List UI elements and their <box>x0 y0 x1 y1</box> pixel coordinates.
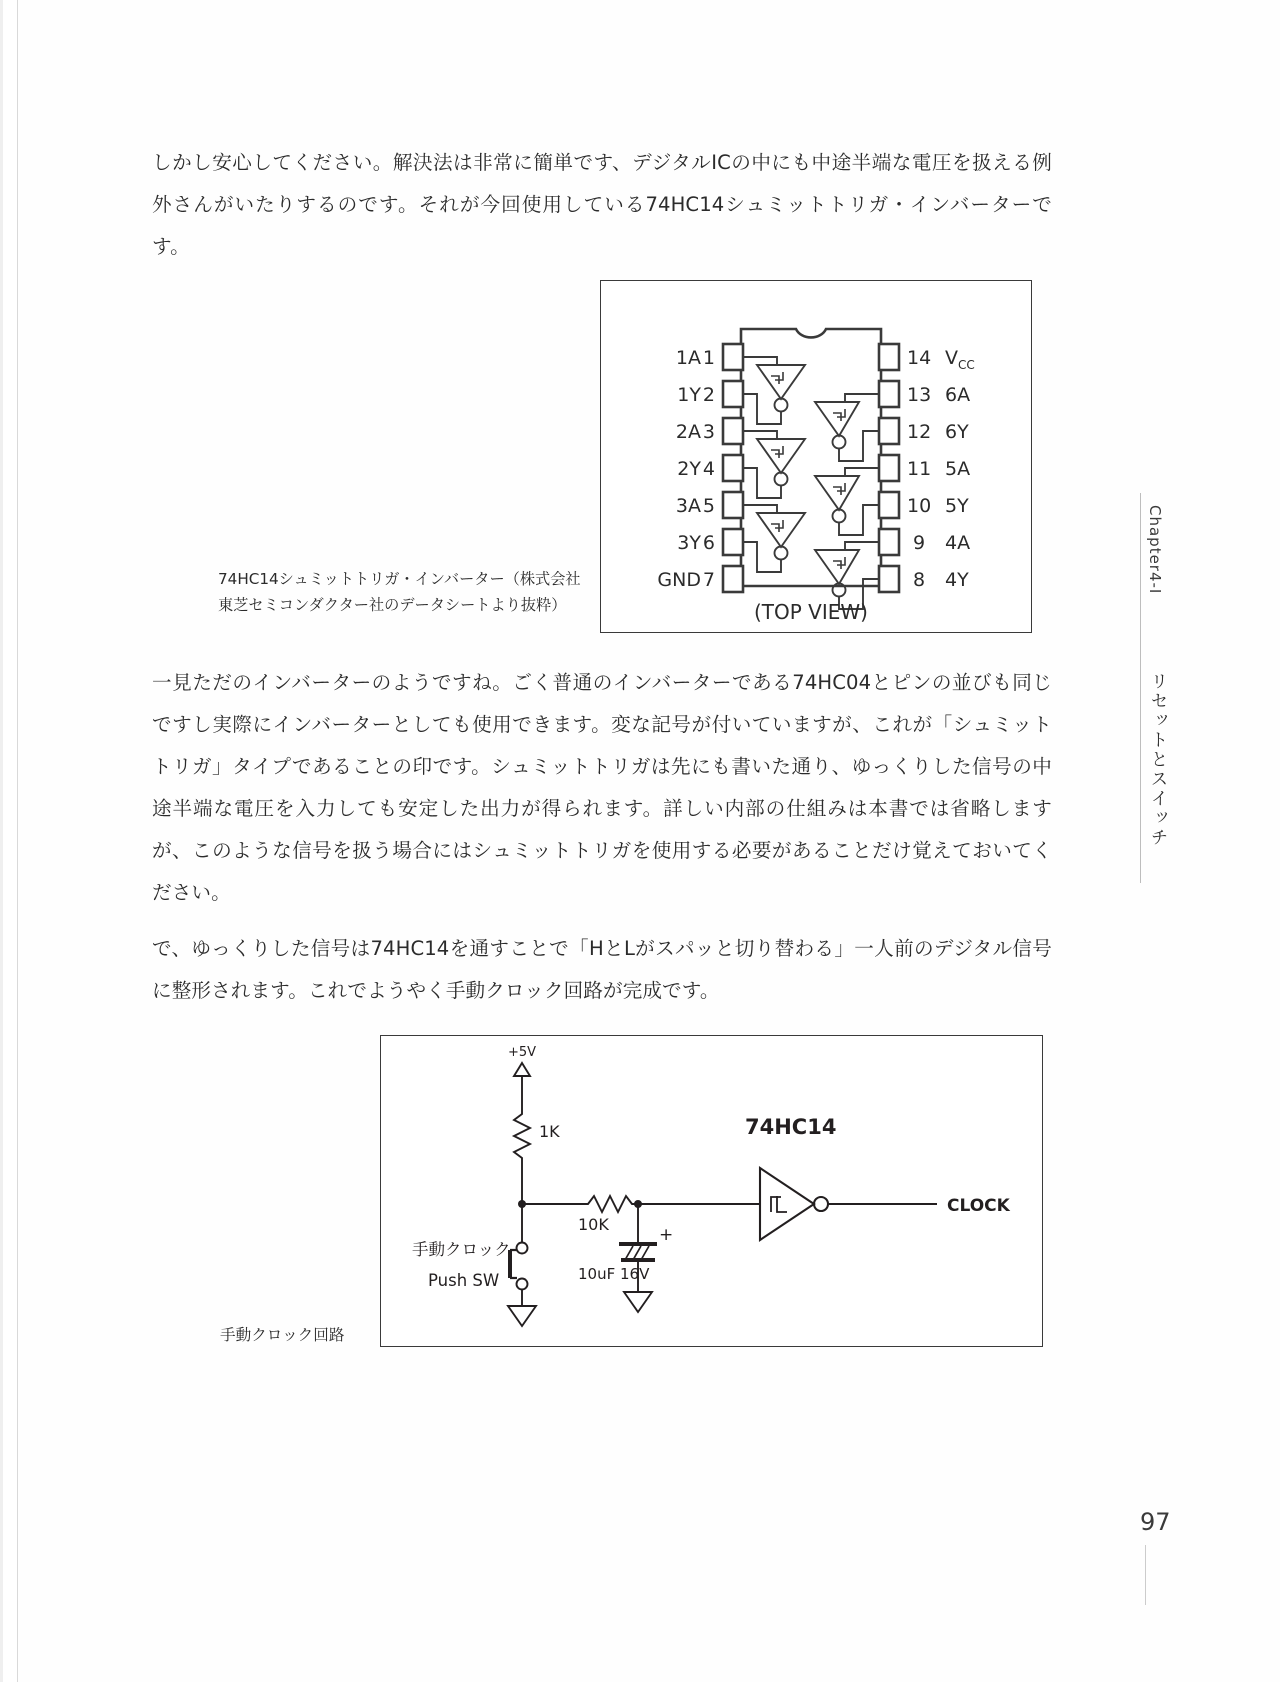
label-supply: +5V <box>508 1045 537 1060</box>
pin-number-9: 9 <box>913 532 926 554</box>
inverter-gates-right <box>815 394 879 609</box>
pin-label-3Y: 3Y <box>677 532 701 554</box>
pin-label-1A: 1A <box>675 347 701 369</box>
inverter-gates-left <box>743 357 805 572</box>
pin-label-Vcc: V <box>945 347 958 369</box>
side-tab-rule <box>1140 493 1141 883</box>
label-cap-polarity: + <box>659 1225 674 1245</box>
paragraph-text: しかし安心してください。解決法は非常に簡単です、デジタルICの中にも中途半端な電圧を扱える例外さんがいたりするのです。それが今回使用している74HC14シュミットトリガ・インバーターです。 <box>152 151 1052 258</box>
pin-number-8: 8 <box>913 569 926 591</box>
pin-label-5Y: 5Y <box>945 495 969 517</box>
left-pin-pads <box>723 344 743 592</box>
pin-number-4: 4 <box>702 458 715 480</box>
page-number: 97 <box>1140 1508 1171 1536</box>
label-clock-output: CLOCK <box>947 1196 1010 1216</box>
pin-label-2A: 2A <box>675 421 701 443</box>
pin-label-4Y: 4Y <box>945 569 969 591</box>
pin-number-12: 12 <box>907 421 932 443</box>
label-ic-74hc14: 74HC14 <box>745 1115 837 1139</box>
pin-number-6: 6 <box>702 532 715 554</box>
figure-pinout-caption: 74HC14シュミットトリガ・インバーター（株式会社東芝セミコンダクター社のデータシートより抜粋） <box>218 570 581 614</box>
paragraph-text: 一見ただのインバーターのようですね。ごく普通のインバーターである74HC04とピンの並びも同じですし実際にインバーターとしても使用できます。変な記号が付いていますが、これが「シュミットトリガ」タイプであることの印です。シュミットトリガは先にも書いた通り、ゆっくりした信号の中途半端な電圧を入力しても安定した出力が得られます。詳しい内部の仕組みは本書では省略しますが、このような信号を扱う場合にはシュミットトリガを使用する必要があることだけ覚えておいてください。 <box>152 671 1052 904</box>
pin-number-5: 5 <box>702 495 715 517</box>
label-push-sw: Push SW <box>428 1271 500 1290</box>
paragraph-text: で、ゆっくりした信号は74HC14を通すことで「HとLがスパッと切り替わる」一人前のデジタル信号に整形されます。これでようやく手動クロック回路が完成です。 <box>152 937 1052 1002</box>
pin-label-Vcc-sub: CC <box>958 358 975 372</box>
pin-label-5A: 5A <box>945 458 971 480</box>
pin-label-1Y: 1Y <box>677 384 701 406</box>
left-pin-labels <box>657 347 715 591</box>
circuit-drawing <box>381 1036 1042 1346</box>
inverter-bubble <box>814 1197 828 1211</box>
pin-label-3A: 3A <box>675 495 701 517</box>
schmitt-glyph <box>771 1196 787 1212</box>
pin-label-GND: GND <box>657 569 701 591</box>
pin-number-14: 14 <box>907 347 932 369</box>
pin-label-6Y: 6Y <box>945 421 969 443</box>
side-tab-chapter: Chapter4-I <box>1146 505 1164 595</box>
pin-number-2: 2 <box>702 384 715 406</box>
top-view-label: (TOP VIEW) <box>754 600 868 624</box>
right-pin-pads <box>879 344 899 592</box>
right-pin-labels <box>907 347 975 591</box>
circuit-labels <box>412 1045 1011 1290</box>
pin-number-10: 10 <box>907 495 932 517</box>
pin-label-6A: 6A <box>945 384 971 406</box>
figure-circuit-caption: 手動クロック回路 <box>220 1326 345 1344</box>
figure-74hc14-pinout <box>600 280 1032 633</box>
page-number-rule <box>1145 1545 1146 1605</box>
label-capacitor: 10uF 16V <box>578 1265 650 1283</box>
pin-label-2Y: 2Y <box>677 458 701 480</box>
paragraph-conclusion <box>152 928 1052 1012</box>
pin-number-11: 11 <box>907 458 932 480</box>
label-r1: 1K <box>539 1122 560 1141</box>
pinout-drawing <box>601 281 1031 632</box>
side-tab-title: リセットとスイッチ <box>1148 672 1168 848</box>
label-r2: 10K <box>578 1215 609 1234</box>
pin-label-4A: 4A <box>945 532 971 554</box>
pin-number-7: 7 <box>702 569 715 591</box>
inverter-triangle <box>760 1168 814 1240</box>
pin-number-1: 1 <box>702 347 715 369</box>
paragraph-explanation <box>152 662 1052 914</box>
pin-number-13: 13 <box>907 384 932 406</box>
paragraph-intro <box>152 142 1052 268</box>
figure-manual-clock-circuit <box>380 1035 1043 1347</box>
page-left-rule <box>0 0 3 1682</box>
supply-arrow-icon <box>514 1063 530 1076</box>
pin-number-3: 3 <box>702 421 715 443</box>
label-manual-clock: 手動クロック <box>412 1240 511 1259</box>
